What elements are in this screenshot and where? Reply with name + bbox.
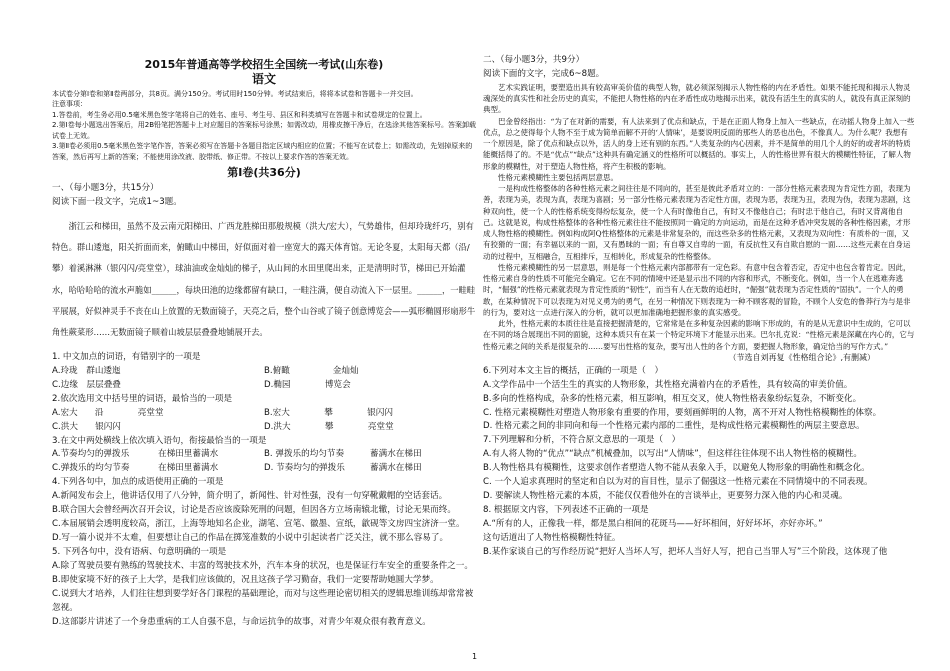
note-item: 3.第Ⅱ卷必须用0.5毫米黑色签字笔作答，答案必须写在答题卡各题目指定区域内相应的位置；不能写在试卷上；如需改动，先划掉原来的答案，然后再写上新的答案；不能使用涂改液、胶带纸、修正带。不按以上要求作答的答案无效。 bbox=[52, 142, 473, 161]
option-row: A.宏大 沿 亮堂堂 B.宏大 攀 银闪闪 bbox=[52, 407, 393, 418]
question-stem: 7.下列理解和分析，不符合原文意思的一项是（ ） bbox=[483, 435, 681, 446]
option-line: B.即使家境不好的孩子上大学，是我们应该做的，况且这孩子学习勤奋，我们一定要帮助她圆大学梦。 bbox=[52, 574, 439, 585]
option-line: C. 一个人追求真理时的坚定和自以为对的盲目性，显示了倔强这一性格元素在不同情境中的不同表现。 bbox=[483, 477, 873, 488]
note-item: 2.第Ⅰ卷每小题选出答案后，用2B铅笔把答题卡上对应题目的答案标号涂黑；如需改动，用橡皮擦干净后，在选涂其他答案标号。答案卸载试卷上无效。 bbox=[52, 121, 476, 140]
right-column bbox=[483, 54, 915, 560]
reading-paragraph: 艺术实践证明，要塑造出具有较高审美价值的典型人物，就必须深刻揭示人物性格的内在矛盾性。如果不能托现和揭示人物灵魂深处的真实性和社会历史的真实，不能把人物性格的内在矛盾性成功地揭示出来，就没有活生生的真实的人，就没有真正深刻的典型。 bbox=[483, 82, 911, 115]
option-line: D. 要解读人物性格元素的本质，不能仅仅看他外在的言谈举止，更要努力深入他的内心和灵魂。 bbox=[483, 491, 848, 502]
reading-paragraph: 一是构成性格整体的各种性格元素之间往往是不同向的，甚至是彼此矛盾对立的：一部分性格元素表现为肯定性方面，表现为善，表现为美，表现为真，表现为喜剧；另一部分性格元素表现为否定性方面，表现为恶，表现为丑，表现为伪，表现为悲剧，这种双向性，使一个人的性格系统变得纷纭复杂，使一个人有时像他自己，有时又不像他自己；有时忠于他自己，有时又背离他自己。这就是说，构成性格整体的各种性格元素往往不能按照同一确定的方向运动，而是在这种矛盾冲突发展的各种性格因素，才形成人物性格的模糊性。例如构成阿Q性格整体的元素是非常复杂的，而这些杂多的性格元素，又表现为双向性：有质朴的一面，又有狡猾的一面；有幸福以来的一面，又有愚昧的一面；有自尊又自卑的一面，有反抗性又有自欺自慰的一面……这些元素在自身运动的过程中，互相融合，互相排斥，互相转化，形成复杂的性格整体。 bbox=[483, 184, 911, 261]
option-line: B.人物性格具有模糊性，这要求创作者塑造人物不能从表象入手，以避免人物形象的明确性和概念化。 bbox=[483, 463, 870, 474]
exam-intro: 本试卷分第Ⅰ卷和第Ⅱ卷两部分，共8页。满分150分。考试用时150分钟。考试结束后，将将本试卷和答题卡一并交回。 bbox=[52, 89, 418, 98]
option-line: A.有人将人物的“优点”“缺点”机械叠加，以写出“人情味”，但这样往往体现不出人物性格的模糊性。 bbox=[483, 449, 862, 460]
passage-source: （节选自刘再复《性格组合论》,有删减） bbox=[728, 352, 875, 362]
option-line: A.除了驾驶员要有熟练的驾驶技术、丰富的驾驶技术外，汽车本身的状况，也是保证行车安全的重要条件之一。 bbox=[52, 560, 473, 571]
section-heading: 第Ⅰ卷(共36分) bbox=[227, 166, 301, 180]
page-number: 1 bbox=[472, 652, 478, 661]
question-stem: 1. 中文加点的词语，有错别字的一项是 bbox=[52, 351, 201, 362]
reading-paragraph: 巴金曾经指出：“为了在对新的需要，有人法来到了优点和缺点，于是在正面人物身上加入一些缺点，在动摇人物身上加入一些优点，总之使得每个人物不至于成为简单而解不开的‘人情味’，是要说明反面的那些人的恶也出色，不像真人。为什么呢？我想有一个原因是，除了优点和缺点以外，活人的身上还有别的东西。”人类复杂的内心因素，并不是简单的用几个人的好的或者坏的特质能概括得了的。不是“优点”“缺点”这种具有确定涵义的性格所可以概括的。事实上，人的性格世界有很大的模糊性特征，了解人物形象的模糊性，对于塑造人物性格，将产生积极的影响。 bbox=[483, 116, 915, 171]
option-line: B.某作家谈自己的写作经历说“把好人当坏人写，把坏人当好人写，把自己当罪人写”三个阶段，这体现了他 bbox=[483, 546, 888, 557]
option-row: C.洪大 银闪闪 D.洪大 攀 亮堂堂 bbox=[52, 421, 394, 432]
option-line: D.这部影片讲述了一个身患重病的工人自强不息，与命运抗争的故事，对青少年观众很有教育意义。 bbox=[52, 616, 431, 627]
option-line: D. 性格元素之间的非同向和每一个性格元素内部的二重性，是构成性格元素模糊性的两层主要意思。 bbox=[483, 421, 865, 432]
option-line: C.说到大才培养，人们往往想到要学好各门课程的基础理论，而对与这些理论密切相关的逻辑思维训练却常常被忽视。 bbox=[52, 588, 474, 613]
question-stem: 4.下列各句中，加点的成语使用正确的一项是 bbox=[52, 477, 224, 488]
option-line: A.文学作品中一个活生生的真实的人物形象，其性格充满着内在的矛盾性，具有较高的审美价值。 bbox=[483, 379, 853, 390]
option-row: A.玲珑 群山逶迤 B.俯瞰 金灿灿 bbox=[52, 365, 359, 376]
option-row: C.边缘 层层叠叠 D.椭园 博览会 bbox=[52, 379, 351, 390]
option-row: A.节奏均匀的弹拨乐 在梯田里蓄满水 B. 弹拨乐的均匀节奏 蓄满水在梯田 bbox=[52, 449, 422, 460]
question-stem: 3.在文中两处横线上依次填入语句，衔接最恰当的一项是 bbox=[52, 435, 267, 446]
reading-passage: 浙江云和梯田，虽然不及云南元阳梯田、广西龙胜梯田那般规模（洪大/宏大），气势雄伟，但却玲珑纤巧，别有特色。群山逶迤，阳关折面而来，俯瞰山中梯田，好似面对着一座宽大的露天体育馆。无论冬夏，太阳每天都（沿/攀）着溪淋淋（银闪闪/亮堂堂），球油油或金灿灿的梯子，从山间的水田里爬出来，正是清明时节，梯田已开始灌水，哈哈哈哈的流水声脆如______，每块田池的边缘都留有缺口，一畦注满，便自动流入下一层里。______，一畦畦平展展，好似神灵手不丧在山上放置的无数面镜子，天亮之后，整个山谷或了镜子创意博览会——弧形椭圆形扇形牛角性蕨菜形……无数面镜子顺着山坡层层叠叠地铺展开去。 bbox=[52, 221, 476, 337]
part-instruction: 阅读下面的文字，完成6~8题。 bbox=[483, 68, 605, 79]
option-line: B.多向的性格构成，杂多的性格元素，相互影响，相互交叉，使人物性格表象纷纭复杂，不断变化。 bbox=[483, 393, 862, 404]
question-stem: 2.依次选用文中括号里的词语，最恰当的一项是 bbox=[52, 393, 233, 404]
exam-subject: 语文 bbox=[251, 72, 276, 87]
part-instruction: 阅读下面一段文字，完成1~3题。 bbox=[52, 197, 182, 208]
reading-paragraph: 性格元素模糊性主要包括两层意思。 bbox=[498, 172, 618, 182]
question-stem: 5. 下列各句中，没有语病、句意明确的一项是 bbox=[52, 546, 227, 557]
reading-paragraph: 性格元素模糊性的另一层意思，则是每一个性格元素内部都带有一定色彩。有意中包含着否定，否定中也包含着肯定。因此，性格元素自身的性质不可能完全确定。它在不同的情境中还是显示出不同的内容和形式，不断变化。例如，当一个人在逃难奔逃时，“倔强”的性格元素就表现为肯定性质的“韧性”，而当有人在无数的追赶时，“倔强”就表现为否定性质的“固执”。一个人的勇敢，在某种情况下可以表现为对见义勇为的勇气，在另一种情况下则表现为一种不顾客观的冒险，不顾个人安危的鲁莽行为与是非的行为，要对这一点进行深入的分析，就可以更加准确地把握形象的真实感受。 bbox=[483, 262, 911, 317]
question-stem: 6.下列对本文主旨的概括，正确的一项是（ ） bbox=[483, 365, 664, 376]
notes-label: 注意事项： bbox=[52, 100, 87, 109]
part-heading: 一、（每小题3分，共15分） bbox=[52, 183, 159, 194]
left-column bbox=[52, 0, 476, 629]
option-line: D.写一篇小说并不太难，但要想让自己的作品在掷笼准数的小说中引起读者广泛关注，就不那么容易了。 bbox=[52, 532, 449, 543]
question-stem: 8. 根据原文内容，下列表述不正确的一项是 bbox=[483, 505, 649, 516]
exam-title: 2015年普通高等学校招生全国统一考试(山东卷) bbox=[144, 58, 384, 71]
option-row: C.弹拨乐的均匀节奏 在梯田里蓄满水 D. 节奏均匀的弹拨乐 蓄满水在梯田 bbox=[52, 463, 422, 474]
option-line: C.本届展销会透明度较高，浙江，上海等地知名企业，湖笔、宣笔、徽墨、宣纸，歙砚等文房四宝济济一堂。 bbox=[52, 519, 465, 530]
option-line: B.联合国大会曾经两次召开会议，讨论是否应该废除死刑的问题，但因各方立场南辕北辙，讨论无果而终。 bbox=[52, 505, 456, 516]
option-line: A.新闻发布会上，他讲话仅用了八分钟，简介明了，新闻性、针对性强，没有一句穿靴戴帽的空话套话。 bbox=[52, 491, 448, 502]
part-heading: 二、（每小题3分，共9分） bbox=[483, 55, 585, 65]
note-item: 1.答卷前，考生务必用0.5毫米黑色签字笔将自己的姓名、座号、考生号、县区和科类填写在答题卡和试卷规定的位置上。 bbox=[52, 110, 427, 119]
option-line: 这句话道出了人物性格模糊性特征。 bbox=[483, 532, 621, 543]
reading-paragraph: 此外，性格元素的本质往往是直接把握清楚的，它常常是在多种复杂因素的影响下形成的，有的是从无意识中生成的，它可以在不同的场合展现出不同的面貌，这种本质只有在某一个特定环境下才能显示出来。巴尔扎克说：“性格元素是深藏在内心的，它与性格元素之间的关系是很复杂的……要写出性格的复杂，要写出人性的各个方面，要把握人物形象，确定恰当的写作方式。” bbox=[483, 319, 915, 351]
option-line: A.“所有的人，正像我一样，都是黑白相间的花斑马——好坏相间，好好坏坏，亦好亦坏。” bbox=[483, 518, 823, 529]
option-line: C. 性格元素模糊性对塑造人物形象有重要的作用，要刻画鲜明的人物，离不开对人物性格模糊性的体察。 bbox=[483, 407, 882, 418]
